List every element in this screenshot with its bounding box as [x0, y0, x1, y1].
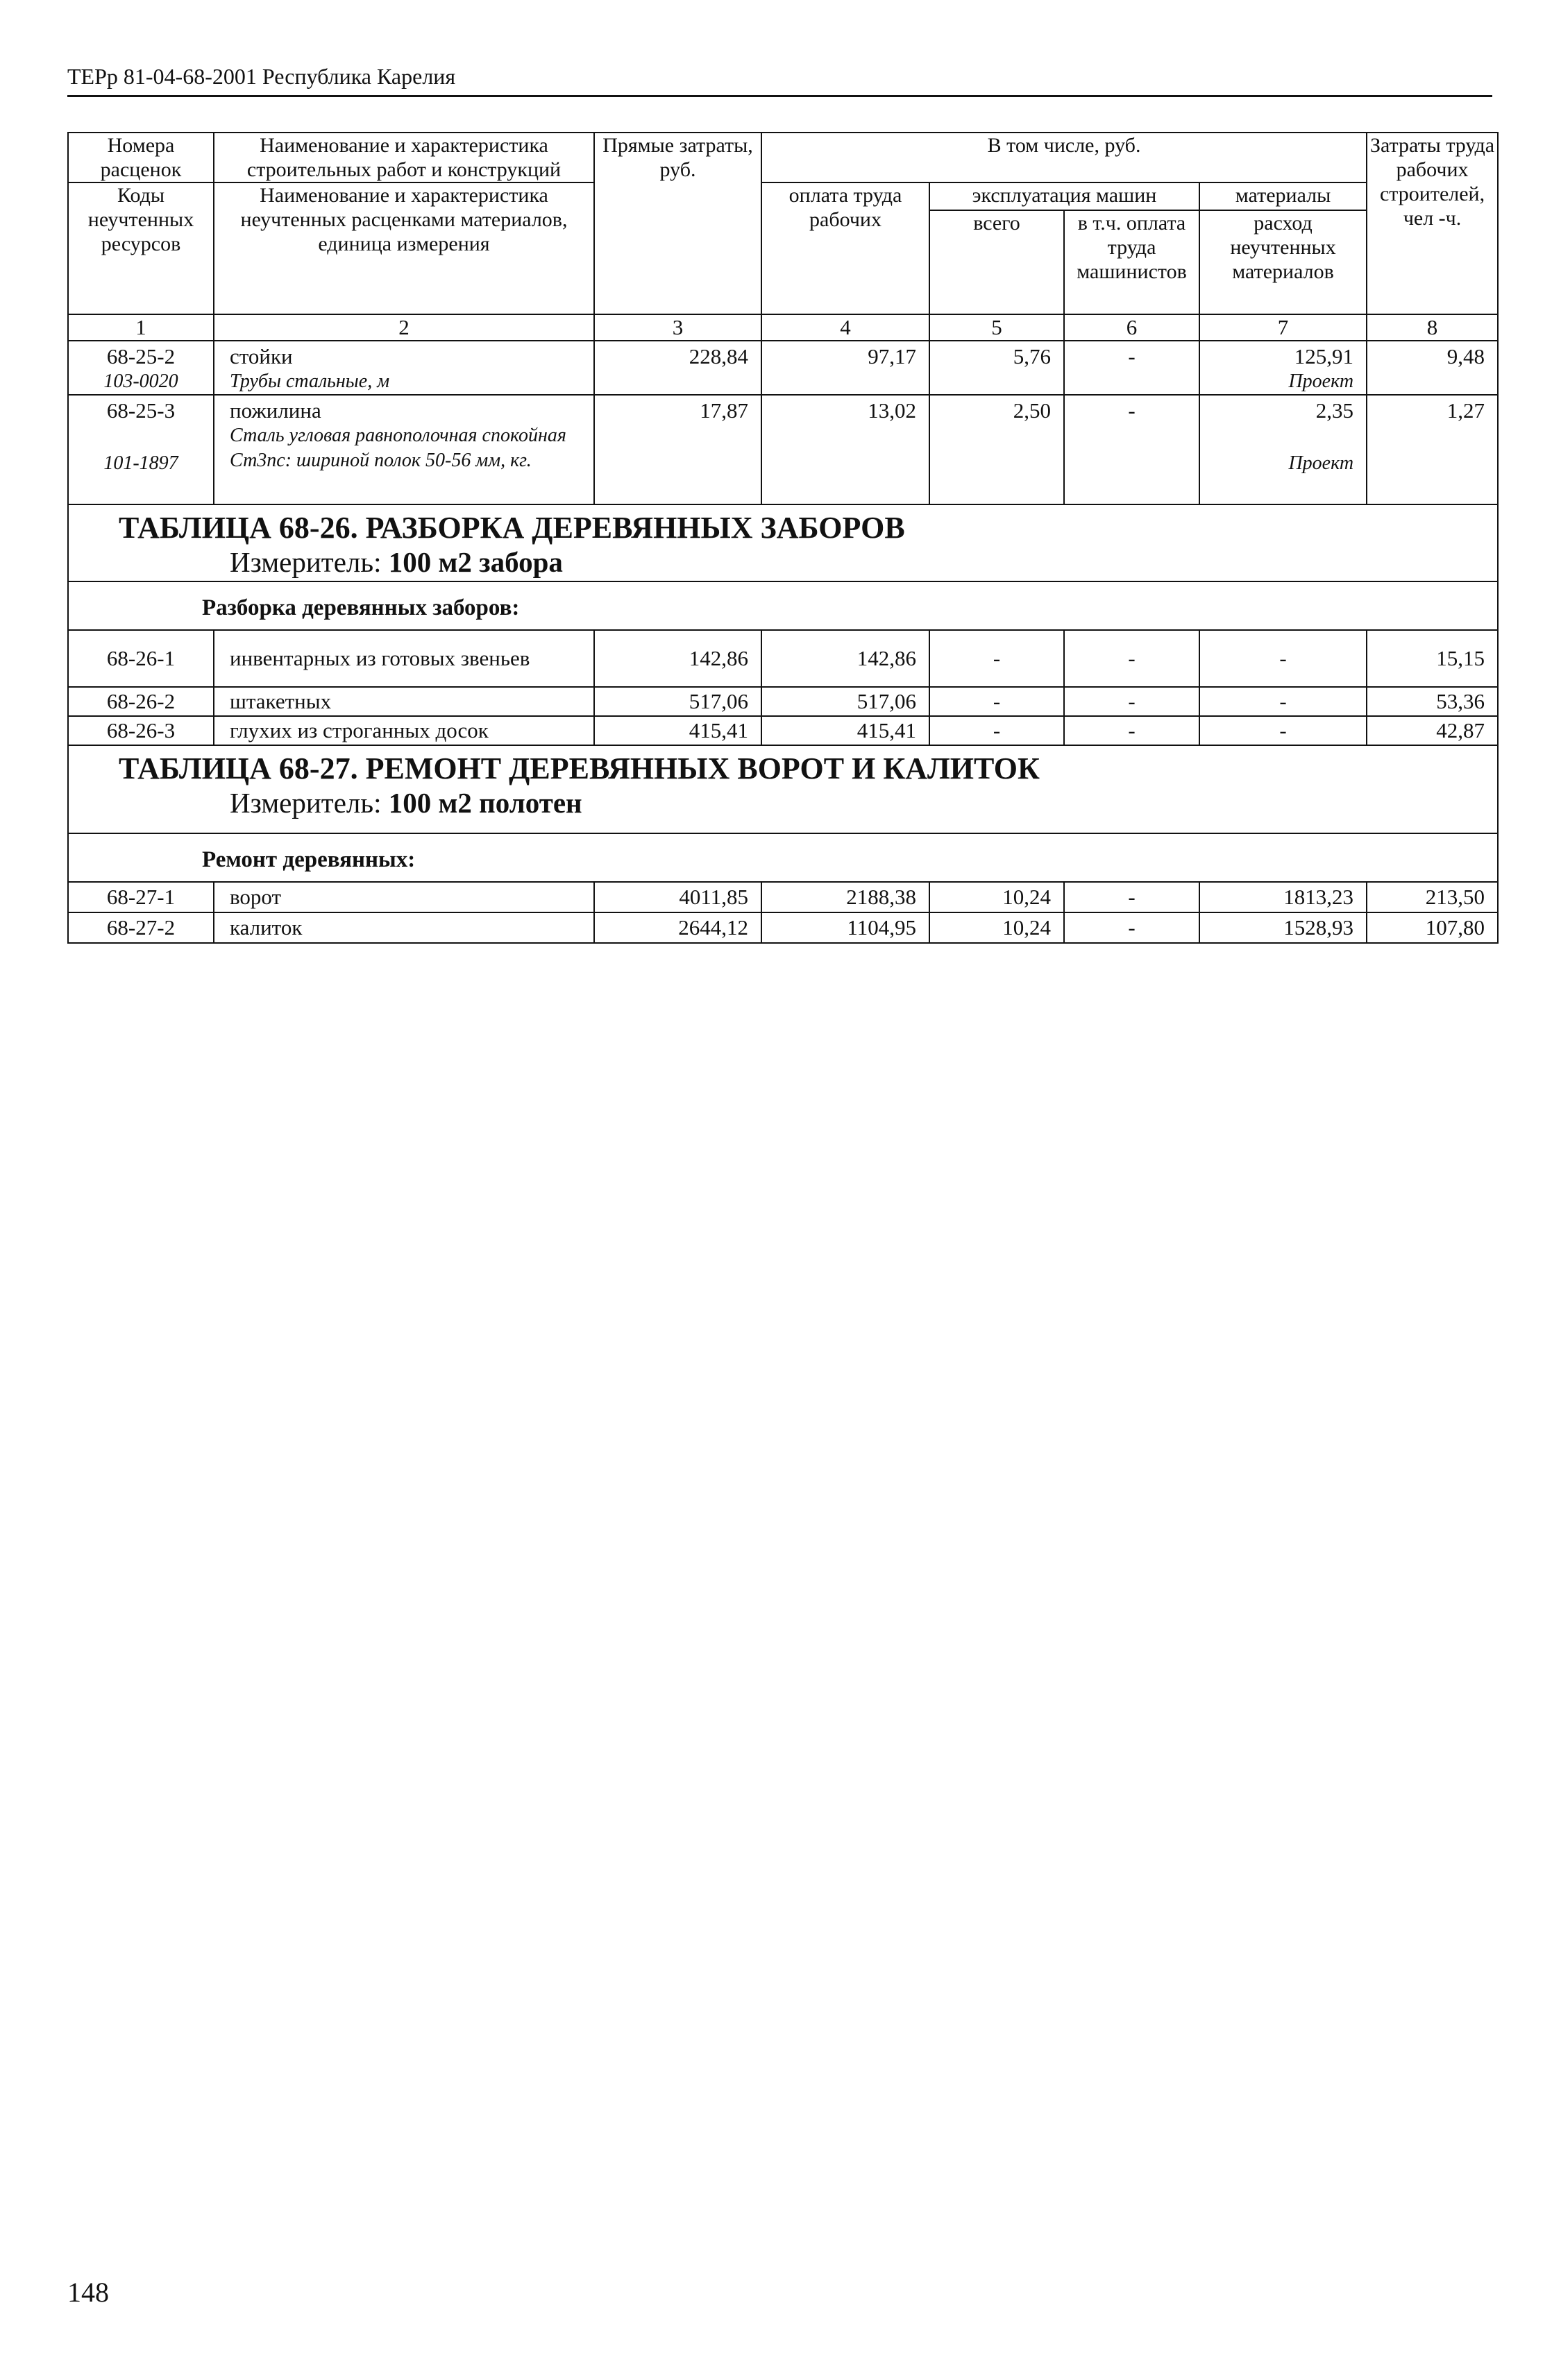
machinist-wages: -: [1064, 687, 1199, 716]
measure-value: 100 м2 полотен: [388, 787, 582, 819]
resource-code: 103-0020: [103, 371, 178, 392]
table-68-26-title: ТАБЛИЦА 68-26. РАЗБОРКА ДЕРЕВЯННЫХ ЗАБОРОВ: [68, 504, 1498, 545]
machinist-wages: -: [1064, 341, 1199, 395]
machines-total: 10,24: [929, 882, 1064, 912]
machinist-wages: -: [1064, 716, 1199, 745]
labor-hours: 42,87: [1367, 716, 1498, 745]
materials-consumption: -: [1199, 716, 1367, 745]
materials-consumption: -: [1199, 687, 1367, 716]
materials-consumption: 1528,93: [1199, 912, 1367, 943]
measure-label: Измеритель:: [230, 546, 382, 578]
machines-total: -: [929, 630, 1064, 687]
direct-costs: 517,06: [594, 687, 761, 716]
direct-costs: 142,86: [594, 630, 761, 687]
table-68-27-measure: [68, 786, 1498, 833]
table-row: [68, 341, 1498, 395]
labor-hours: 53,36: [1367, 687, 1498, 716]
head-resource-codes: Коды неучтенных ресурсов: [68, 182, 214, 314]
machinist-wages: -: [1064, 630, 1199, 687]
rate-code: 68-26-2: [68, 687, 214, 716]
work-name: стойки Трубы стальные, м: [214, 341, 594, 395]
col-number: 6: [1064, 314, 1199, 341]
head-including-group: В том числе, руб.: [761, 133, 1367, 182]
materials-consumption: 1813,23: [1199, 882, 1367, 912]
col-number: 1: [68, 314, 214, 341]
rate-code: 68-26-3: [68, 716, 214, 745]
head-material-name: Наименование и характеристика неучтенных расценками материалов, единица измерения: [214, 182, 594, 314]
worker-wages: 13,02: [761, 395, 929, 504]
rate-code: 68-25-3 101-1897: [68, 395, 214, 504]
direct-costs: 228,84: [594, 341, 761, 395]
work-name: ворот: [214, 882, 594, 912]
table-68-26-section: Разборка деревянных заборов:: [68, 581, 1498, 630]
head-machines-group: эксплуатация машин: [929, 182, 1199, 210]
resource-code: 101-1897: [103, 452, 178, 474]
head-materials-consumption: расход неучтенных материалов: [1199, 210, 1367, 314]
machines-total: -: [929, 716, 1064, 745]
machinist-wages: -: [1064, 395, 1199, 504]
head-materials-group: материалы: [1199, 182, 1367, 210]
col-number: 2: [214, 314, 594, 341]
worker-wages: 142,86: [761, 630, 929, 687]
head-direct-costs: Прямые затраты, руб.: [594, 133, 761, 314]
col-number: 4: [761, 314, 929, 341]
worker-wages: 1104,95: [761, 912, 929, 943]
labor-hours: 15,15: [1367, 630, 1498, 687]
rate-code: 68-27-1: [68, 882, 214, 912]
machines-total: -: [929, 687, 1064, 716]
head-machines-total: всего: [929, 210, 1064, 314]
machinist-wages: -: [1064, 912, 1199, 943]
page-number: 148: [67, 2277, 109, 2308]
work-name: глухих из строганных досок: [214, 716, 594, 745]
direct-costs: 2644,12: [594, 912, 761, 943]
running-header: ТЕРр 81-04-68-2001 Республика Карелия: [67, 64, 456, 89]
table-68-27-title: ТАБЛИЦА 68-27. РЕМОНТ ДЕРЕВЯННЫХ ВОРОТ И КАЛИТОК: [68, 745, 1498, 786]
table-68-26-measure: [68, 545, 1498, 581]
table-row: [68, 395, 1498, 504]
resource-note: Проект: [1288, 371, 1354, 392]
head-work-name: Наименование и характеристика строительных работ и конструкций: [214, 133, 594, 182]
table-row: [68, 882, 1498, 912]
worker-wages: 2188,38: [761, 882, 929, 912]
rate-code: 68-25-2 103-0020: [68, 341, 214, 395]
worker-wages: 97,17: [761, 341, 929, 395]
labor-hours: 107,80: [1367, 912, 1498, 943]
work-name: пожилина Сталь угловая равнополочная спокойная Ст3пс: шириной полок 50-56 мм, кг.: [214, 395, 594, 504]
direct-costs: 17,87: [594, 395, 761, 504]
col-number: 8: [1367, 314, 1498, 341]
machinist-wages: -: [1064, 882, 1199, 912]
materials-consumption: -: [1199, 630, 1367, 687]
resource-name: Сталь угловая равнополочная спокойная Ст3пс: шириной полок 50-56 мм, кг.: [230, 425, 566, 471]
rate-code: 68-26-1: [68, 630, 214, 687]
resource-note: Проект: [1288, 452, 1354, 474]
labor-hours: 9,48: [1367, 341, 1498, 395]
head-rate-numbers: Номера расценок: [68, 133, 214, 182]
header-rule: [67, 95, 1492, 97]
labor-hours: 213,50: [1367, 882, 1498, 912]
rates-table: [67, 132, 1499, 944]
labor-hours: 1,27: [1367, 395, 1498, 504]
work-name: калиток: [214, 912, 594, 943]
resource-name: Трубы стальные, м: [230, 371, 390, 392]
head-machinist-wages: в т.ч. оплата труда машинистов: [1064, 210, 1199, 314]
measure-value: 100 м2 забора: [388, 546, 563, 578]
materials-consumption: 125,91 Проект: [1199, 341, 1367, 395]
table-row: [68, 716, 1498, 745]
table-row: [68, 912, 1498, 943]
table-68-27-section: Ремонт деревянных:: [68, 833, 1498, 882]
col-number: 3: [594, 314, 761, 341]
head-labor-hours: Затраты труда рабочих строителей, чел -ч.: [1367, 133, 1498, 314]
worker-wages: 517,06: [761, 687, 929, 716]
worker-wages: 415,41: [761, 716, 929, 745]
col-number: 5: [929, 314, 1064, 341]
work-name: инвентарных из готовых звеньев: [214, 630, 594, 687]
materials-consumption: 2,35 Проект: [1199, 395, 1367, 504]
table-row: [68, 630, 1498, 687]
machines-total: 10,24: [929, 912, 1064, 943]
machines-total: 2,50: [929, 395, 1064, 504]
rate-code: 68-27-2: [68, 912, 214, 943]
measure-label: Измеритель:: [230, 787, 382, 819]
col-number: 7: [1199, 314, 1367, 341]
machines-total: 5,76: [929, 341, 1064, 395]
head-worker-wages: оплата труда рабочих: [761, 182, 929, 314]
direct-costs: 415,41: [594, 716, 761, 745]
direct-costs: 4011,85: [594, 882, 761, 912]
work-name: штакетных: [214, 687, 594, 716]
table-row: [68, 687, 1498, 716]
